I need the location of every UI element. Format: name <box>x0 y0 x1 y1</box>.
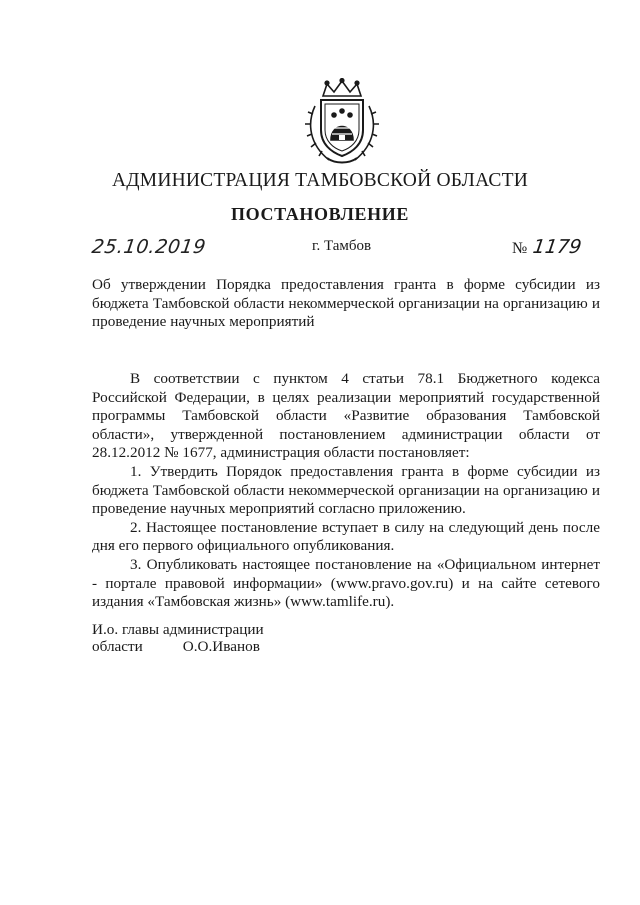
signatory-position-line2 <box>92 638 264 655</box>
organization-name: АДМИНИСТРАЦИЯ ТАМБОВСКОЙ ОБЛАСТИ <box>112 170 528 191</box>
signature-block <box>92 621 264 655</box>
number-sign: № <box>512 240 528 257</box>
document-type: ПОСТАНОВЛЕНИЕ <box>231 204 409 224</box>
document-date: 25.10.2019 <box>90 236 208 258</box>
coat-of-arms-icon <box>301 78 383 168</box>
number-value: 1179 <box>531 236 584 258</box>
intro-paragraph: В соответствии с пунктом 4 статьи 78.1 Бюджетного кодекса Российской Федерации, в целях реализации мероприятий государственной программы Тамбовской области «Развитие образования Тамбовской области», утвержденной постановлением администрации области от 28.12.2012 № 1677, администрация области постановляет: <box>92 370 600 462</box>
clause-2: 2. Настоящее постановление вступает в силу на следующий день после дня его первого официального опубликования. <box>92 518 600 555</box>
document-number <box>512 236 582 258</box>
signatory-name: О.О.Иванов <box>182 638 260 655</box>
document-subject: Об утверждении Порядка предоставления гранта в форме субсидии из бюджета Тамбовской области некоммерческой организации на организацию и проведение научных мероприятий <box>92 276 600 331</box>
document-city: г. Тамбов <box>312 238 372 254</box>
clause-3: 3. Опубликовать настоящее постановление на «Официальном интернет - портале правовой информации» (www.pravo.gov.ru) и на сайте сетевого издания «Тамбовская жизнь» (www.tamlife.ru). <box>92 555 600 611</box>
signatory-position-line1: И.о. главы администрации <box>92 621 264 638</box>
signatory-position-area: области <box>92 638 143 655</box>
document-body <box>92 370 600 612</box>
clause-1: 1. Утвердить Порядок предоставления гранта в форме субсидии из бюджета Тамбовской области некоммерческой организации на организацию и проведение научных мероприятий согласно приложению. <box>92 462 600 518</box>
